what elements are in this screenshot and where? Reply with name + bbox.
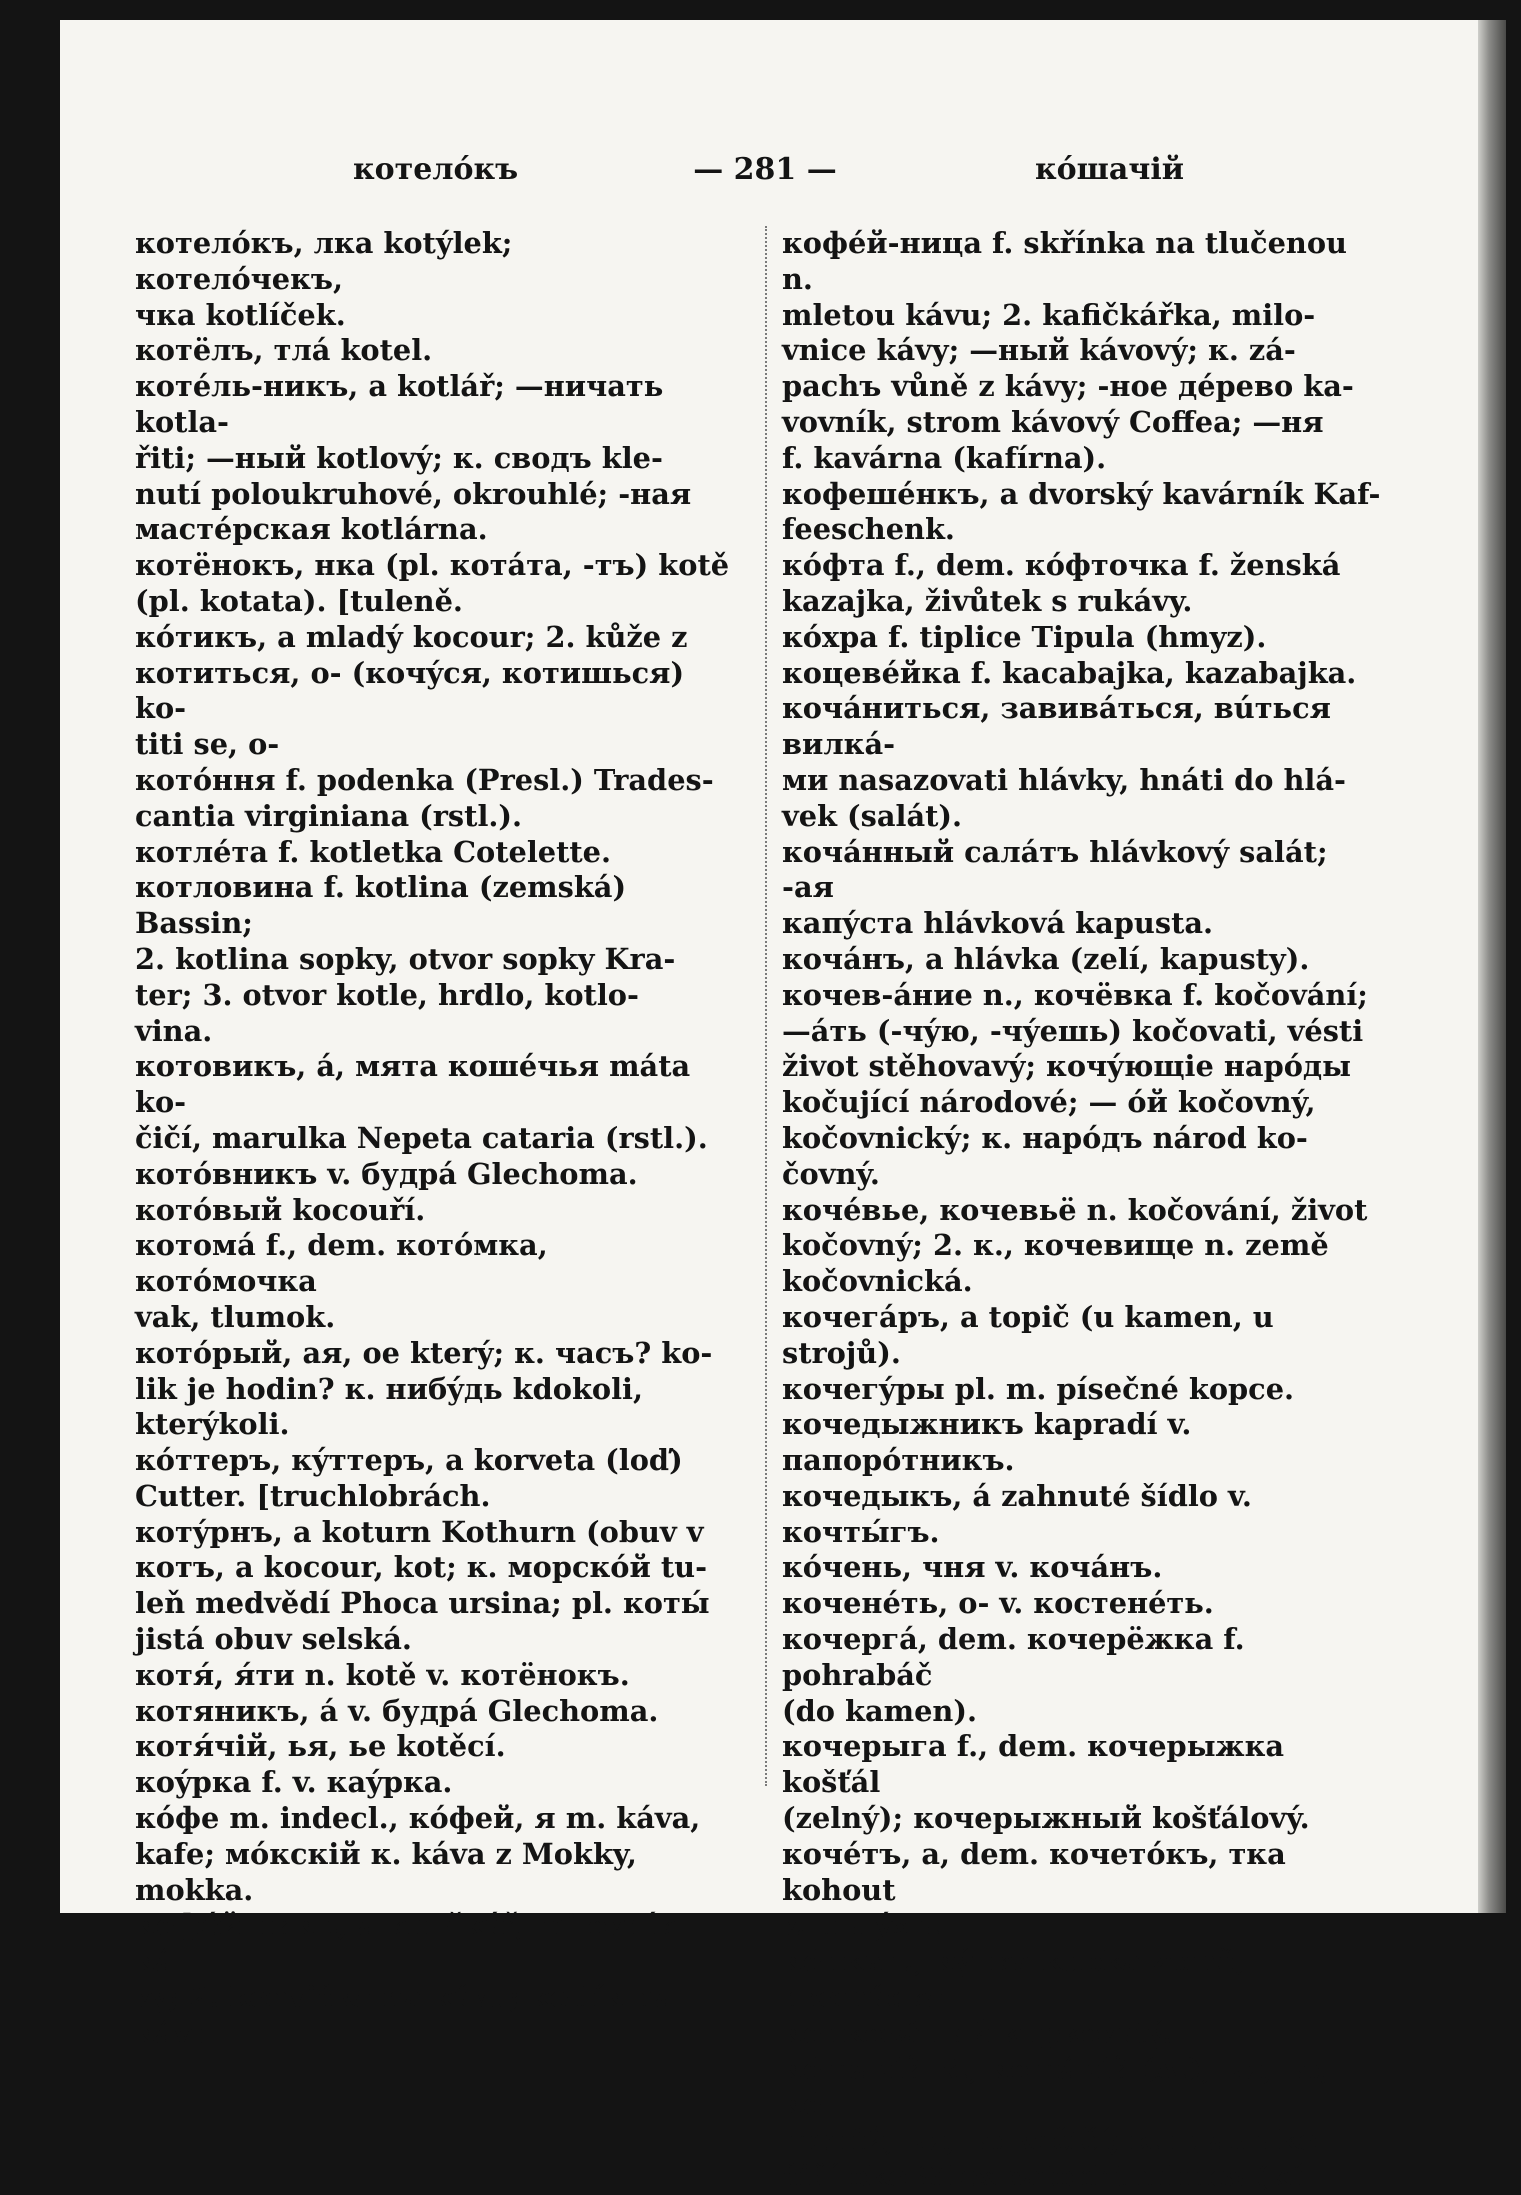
dictionary-line: шечій, ья, ье kočičí; к. глазъ ko- [782, 2123, 1330, 2158]
dictionary-line: —áть (-чýю, -чýешь) kočovati, vésti [782, 1013, 1364, 1048]
dictionary-line: коченéть, о- v. костенéть. [782, 1586, 1214, 1621]
dictionary-line: vnice kávy; —ный kávový; к. zá- [782, 333, 1296, 368]
dictionary-line: kávu. [135, 2015, 222, 2050]
dictionary-line: ter; 3. otvor kotle, hrdlo, kotlo- [135, 977, 639, 1012]
dictionary-line: jistá obuv selská. [135, 1622, 412, 1657]
header-right-word: кóшачій [1035, 152, 1184, 187]
dictionary-line: коцевéйка f. kacabajka, kazabajka. [782, 655, 1357, 690]
dictionary-line: kafe; мóкскій к. káva z Mokky, [135, 1836, 637, 1871]
column-divider [765, 226, 767, 1786]
dictionary-line: v. пѣтýхъ. [782, 1908, 942, 1943]
dictionary-line: кочерыга f., dem. кочерыжка košťál [782, 1729, 1285, 1800]
running-header [60, 152, 1478, 198]
dictionary-line: кочковáтый kupkovatý. [782, 2015, 1173, 2050]
dictionary-line: кóхра f. tiplice Tipula (hmyz). [782, 619, 1267, 654]
header-left-word: котелóкъ [353, 152, 519, 187]
dictionary-line: котóрый, ая, ое který; к. часъ? ko- [135, 1335, 713, 1370]
dictionary-line: кóчка f., кýчка kupka země, hromádka. [782, 1944, 1246, 2015]
dictionary-line: кофешéнкъ, a dvorský kavárník Kaf- [782, 476, 1381, 511]
dictionary-line: (pl. kotata). [tuleně. [135, 583, 463, 618]
dictionary-line: котиться, о- (кочýся, котишься) ko- [135, 655, 685, 726]
dictionary-line: коýрка f. v. каýрка. [135, 1765, 453, 1800]
dictionary-line: čičí oko Silex catophthalmos (ká- [782, 2159, 1320, 2194]
dictionary-line: котéль-никъ, a kotlář; —ничать kotla- [135, 369, 664, 439]
dictionary-line: котёнокъ, нка (pl. котáта, -тъ) kotě [135, 548, 730, 583]
dictionary-line: кофéй-ница f. skřínka na tlučenou n. [782, 226, 1347, 296]
dictionary-line: kazajka, živůtek s rukávy. [782, 583, 1193, 618]
dictionary-line: кочéвье, кочевьё n. kočování, život [782, 1192, 1368, 1227]
dictionary-line: кочегáръ, a topič (u kamen, u strojů). [782, 1299, 1274, 1370]
dictionary-line: vy; 2. konvička na kávu; kotlík na [135, 1980, 674, 2015]
dictionary-line: cantia virginiana (rstl.). [135, 798, 523, 833]
dictionary-line: котловина f. kotlina (zemská) Bassin; [135, 870, 627, 941]
dictionary-line: кóчень, чня v. кочáнъ. [782, 1550, 1163, 1585]
dictionary-line: ми nasazovati hlávky, hnáti do hlá- [782, 762, 1346, 797]
dictionary-line: řiti; —ный kotlový; к. сводъ kle- [135, 440, 663, 475]
dictionary-line: nutí poloukruhové, okrouhlé; -ная [135, 476, 692, 511]
dictionary-line: vovník, strom kávový Coffea; —ня [782, 404, 1324, 439]
dictionary-line: кочедыкъ, á zahnuté šídlo v. кочты́гъ. [782, 1478, 1252, 1549]
dictionary-line: 2. kotlina sopky, otvor sopky Kra- [135, 941, 676, 976]
dictionary-line: život stěhovavý; кочýющіе нарóды [782, 1049, 1351, 1084]
dictionary-line: котъ, a kocour, kot; к. морскóй tu- [135, 1550, 708, 1585]
dictionary-line: čičí, marulka Nepeta cataria (rstl.). [135, 1120, 708, 1155]
dictionary-line: котýрнъ, a koturn Kothurn (obuv v [135, 1514, 704, 1549]
dictionary-line: кóшачій R., кошáчій (A.), ья, ье, кó- [782, 2051, 1331, 2122]
dictionary-line: кочев-áние n., кочёвка f. kočování; [782, 977, 1368, 1012]
dictionary-line: котóвый kocouří. [135, 1192, 426, 1227]
dictionary-line: titi se, o- [135, 727, 280, 762]
dictionary-line: кофéй-никъ, a kafičkář, milovník ká- [135, 1908, 676, 1979]
dictionary-line: mokka. [135, 1872, 254, 1907]
dictionary-line: кочедыжникъ kapradí v. папорóтникъ. [782, 1407, 1192, 1478]
dictionary-line: kočovnický; к. нарóдъ národ ko- [782, 1120, 1308, 1155]
dictionary-line: vak, tlumok. [135, 1299, 336, 1334]
dictionary-line: vek (salát). [782, 798, 963, 833]
dictionary-line: feeschenk. [782, 512, 955, 547]
dictionary-line: котóвникъ v. будрá Glechoma. [135, 1156, 638, 1191]
dictionary-line: котлéта f. kotletka Cotelette. [135, 834, 612, 869]
dictionary-line: кóфе m. indecl., кóфей, я m. káva, [135, 1801, 701, 1836]
dictionary-line: котяникъ, á v. будрá Glechoma. [135, 1693, 659, 1728]
dictionary-line: leň medvědí Phoca ursina; pl. коты́ [135, 1586, 710, 1621]
dictionary-line: котя́, я́ти n. kotě v. котёнокъ. [135, 1657, 630, 1692]
dictionary-line: котомá f., dem. котóмка, котóмочка [135, 1228, 548, 1299]
dictionary-line: котóння f. podenka (Presl.) Trades- [135, 762, 714, 797]
dictionary-line: кочергá, dem. кочерёжка f. pohrabáč [782, 1622, 1245, 1692]
dictionary-line: pachъ vůně z kávy; -ное дéрево ka- [782, 369, 1354, 404]
dictionary-line: котелóкъ, лка kotýlek; котелóчекъ, [135, 226, 513, 296]
page-number: — 281 — [693, 152, 837, 187]
dictionary-line: (zelný); кочерыжный košťálový. [782, 1801, 1310, 1836]
right-column [782, 226, 1387, 2195]
left-column [135, 226, 730, 2052]
dictionary-line: котя́чій, ья, ье kotěcí. [135, 1729, 506, 1764]
dictionary-line: mletou kávu; 2. kafičkářka, milo- [782, 297, 1316, 332]
dictionary-line: kočující národové; — óй kočovný, [782, 1085, 1316, 1120]
dictionary-line: kočovný; 2. к., кочевище n. země [782, 1228, 1329, 1263]
dictionary-line: кочáниться, завивáться, вúться вилкá- [782, 691, 1331, 762]
dictionary-line: (do kamen). [782, 1693, 977, 1728]
dictionary-line: кóтикъ, a mladý kocour; 2. kůže z [135, 619, 688, 654]
dictionary-line: кочегýры pl. m. písečné kopce. [782, 1371, 1295, 1406]
dictionary-line: мастéрская kotlárna. [135, 512, 488, 547]
dictionary-line: кóттеръ, кýттеръ, a korveta (loď) [135, 1443, 683, 1478]
dictionary-line: vina. [135, 1013, 213, 1048]
dictionary-line: кочáнъ, a hlávka (zelí, kapusty). [782, 941, 1310, 976]
dictionary-page [60, 20, 1478, 2194]
page-edge [1478, 20, 1506, 1913]
dictionary-line: кочéтъ, a, dem. кочетóкъ, тка kohout [782, 1836, 1286, 1907]
dictionary-line: f. kavárna (kafírna). [782, 440, 1107, 475]
dictionary-line: кóфта f., dem. кóфточка f. ženská [782, 548, 1341, 583]
dictionary-line: Cutter. [truchlobrách. [135, 1478, 491, 1513]
dictionary-line: котовикъ, á, мята кошéчья máta ko- [135, 1049, 691, 1120]
dictionary-line: капýста hlávková kapusta. [782, 906, 1214, 941]
dictionary-line: kterýkoli. [135, 1407, 290, 1442]
dictionary-line: кочáнный салáтъ hlávkový salát; -ая [782, 834, 1328, 905]
dictionary-line: kočovnická. [782, 1264, 973, 1299]
dictionary-line: котёлъ, тлá kotel. [135, 333, 433, 368]
dictionary-line: čovný. [782, 1156, 880, 1191]
dictionary-line: чка kotlíček. [135, 297, 346, 332]
dictionary-line: lik je hodin? к. нибýдь kdokoli, [135, 1371, 644, 1406]
